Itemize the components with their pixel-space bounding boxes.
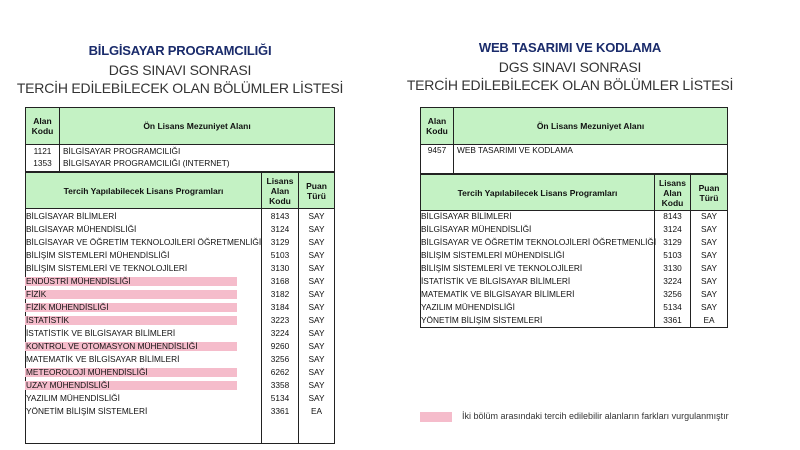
left-program-code: 3358 [270,380,290,390]
left-program-type: SAY [308,315,325,325]
left-hdr-onlisans: Ön Lisans Mezuniyet Alanı [59,107,335,145]
left-program-code: 3168 [270,276,290,286]
left-program-type: SAY [308,367,325,377]
right-program-code: 8143 [663,211,682,221]
right-program-name: İSTATİSTİK VE BİLGİSAYAR BİLİMLERİ [421,276,571,286]
right-program-type: SAY [701,211,717,221]
left-program-name: BİLGİSAYAR MÜHENDİSLİĞİ [26,224,137,234]
left-program-code: 3224 [270,328,290,338]
right-program-type: SAY [701,237,717,247]
right-program-code: 3361 [663,315,682,325]
left-program-type: EA [310,406,323,416]
left-program-name: YAZILIM MÜHENDİSLİĞİ [26,393,120,403]
left-program-code: 5103 [270,250,290,260]
right-program-type: SAY [701,302,717,312]
left-program-type: SAY [308,354,325,364]
right-hdr-programs: Tercih Yapılabilecek Lisans Programları [420,174,655,211]
left-program-type: SAY [308,393,325,403]
legend-text: İki bölüm arasındaki tercih edilebilir alanların farkları vurgulanmıştır [462,411,729,421]
right-program-type: SAY [701,289,717,299]
left-program-name: BİLİŞİM SİSTEMLERİ VE TEKNOLOJİLERİ [26,263,188,273]
left-onlisans-name: BİLGİSAYAR PROGRAMCILIĞI [63,146,181,156]
left-program-type: SAY [308,328,325,338]
right-subtitle-2: TERCİH EDİLEBİLECEK OLAN BÖLÜMLER LİSTESİ [406,77,734,93]
right-program-name: BİLGİSAYAR MÜHENDİSLİĞİ [421,224,532,234]
left-hdr-puan: Puan Türü [298,172,335,209]
right-program-name: MATEMATİK VE BİLGİSAYAR BİLİMLERİ [421,289,575,299]
left-program-code: 3182 [270,289,290,299]
right-program-code: 3224 [663,276,682,286]
right-program-type: SAY [701,250,717,260]
right-title: WEB TASARIMI VE KODLAMA [478,40,662,55]
left-program-type: SAY [308,380,325,390]
left-hdr-programs: Tercih Yapılabilecek Lisans Programları [25,172,262,209]
left-program-code: 6262 [270,367,290,377]
left-program-code: 3223 [270,315,290,325]
left-program-name: BİLGİSAYAR VE ÖĞRETİM TEKNOLOJİLERİ ÖĞRETMENLİĞİ [26,237,262,247]
left-program-code: 3361 [270,406,290,416]
right-program-type: SAY [701,276,717,286]
left-program-name: BİLİŞİM SİSTEMLERİ MÜHENDİSLİĞİ [26,250,170,260]
left-program-name: KONTROL VE OTOMASYON MÜHENDİSLİĞİ [26,341,198,351]
left-program-code: 3124 [270,224,290,234]
left-onlisans-name: BİLGİSAYAR PROGRAMCILIĞI (INTERNET) [63,158,230,168]
left-program-name: UZAY MÜHENDİSLİĞİ [26,380,110,390]
left-program-type: SAY [308,276,325,286]
left-program-type: SAY [308,302,325,312]
left-program-type: SAY [308,289,325,299]
left-program-type: SAY [308,341,325,351]
right-program-code: 3256 [663,289,682,299]
left-program-type: SAY [308,250,325,260]
legend-swatch [420,412,452,422]
left-program-type: SAY [308,211,325,221]
left-onlisans-code: 1353 [33,158,52,168]
right-program-name: BİLGİSAYAR BİLİMLERİ [421,211,512,221]
left-subtitle-2: TERCİH EDİLEBİLECEK OLAN BÖLÜMLER LİSTESİ [16,80,344,96]
left-program-type: SAY [308,224,325,234]
left-program-code: 5134 [270,393,290,403]
right-panel [400,0,800,450]
right-program-name: YAZILIM MÜHENDİSLİĞİ [421,302,515,312]
right-program-type: SAY [701,224,717,234]
right-hdr-lisans-kodu: Lisans Alan Kodu [654,174,691,211]
right-program-code: 5103 [663,250,682,260]
left-program-name: MATEMATİK VE BİLGİSAYAR BİLİMLERİ [26,354,180,364]
left-title: BİLGİSAYAR PROGRAMCILIĞI [88,43,272,58]
right-hdr-onlisans: Ön Lisans Mezuniyet Alanı [453,107,728,145]
left-program-name: ENDÜSTRİ MÜHENDİSLİĞİ [26,276,131,286]
right-program-type: SAY [701,263,717,273]
left-hdr-alan-kodu: Alan Kodu [25,107,60,145]
right-subtitle-1: DGS SINAVI SONRASI [498,59,642,75]
left-program-name: FİZİK MÜHENDİSLİĞİ [26,302,109,312]
left-program-name: BİLGİSAYAR BİLİMLERİ [26,211,117,221]
left-onlisans-code: 1121 [33,146,52,156]
right-program-name: BİLGİSAYAR VE ÖĞRETİM TEKNOLOJİLERİ ÖĞRETMENLİĞİ [421,237,657,247]
right-program-name: BİLİŞİM SİSTEMLERİ VE TEKNOLOJİLERİ [421,263,583,273]
left-program-name: YÖNETİM BİLİŞİM SİSTEMLERİ [26,406,148,416]
left-subtitle-1: DGS SINAVI SONRASI [108,62,252,78]
right-hdr-alan-kodu: Alan Kodu [420,107,454,145]
right-program-code: 3124 [663,224,682,234]
left-program-name: İSTATİSTİK [26,315,70,325]
right-program-code: 3130 [663,263,682,273]
right-hdr-puan: Puan Türü [690,174,728,211]
right-onlisans-code: 9457 [427,145,447,155]
left-program-code: 8143 [270,211,290,221]
left-program-code: 9260 [270,341,290,351]
right-onlisans-name: WEB TASARIMI VE KODLAMA [457,145,573,155]
right-program-code: 5134 [663,302,682,312]
left-program-name: FİZİK [26,289,47,299]
left-program-name: METEOROLOJİ MÜHENDİSLİĞİ [26,367,148,377]
left-hdr-lisans-kodu: Lisans Alan Kodu [261,172,299,209]
right-program-code: 3129 [663,237,682,247]
left-program-type: SAY [308,237,325,247]
right-program-name: BİLİŞİM SİSTEMLERİ MÜHENDİSLİĞİ [421,250,565,260]
left-program-type: SAY [308,263,325,273]
left-program-code: 3129 [270,237,290,247]
highlight-bar [25,290,237,299]
right-program-name: YÖNETİM BİLİŞİM SİSTEMLERİ [421,315,543,325]
left-program-name: İSTATİSTİK VE BİLGİSAYAR BİLİMLERİ [26,328,176,338]
left-program-code: 3130 [270,263,290,273]
right-program-type: EA [703,315,715,325]
left-program-code: 3256 [270,354,290,364]
left-program-code: 3184 [270,302,290,312]
